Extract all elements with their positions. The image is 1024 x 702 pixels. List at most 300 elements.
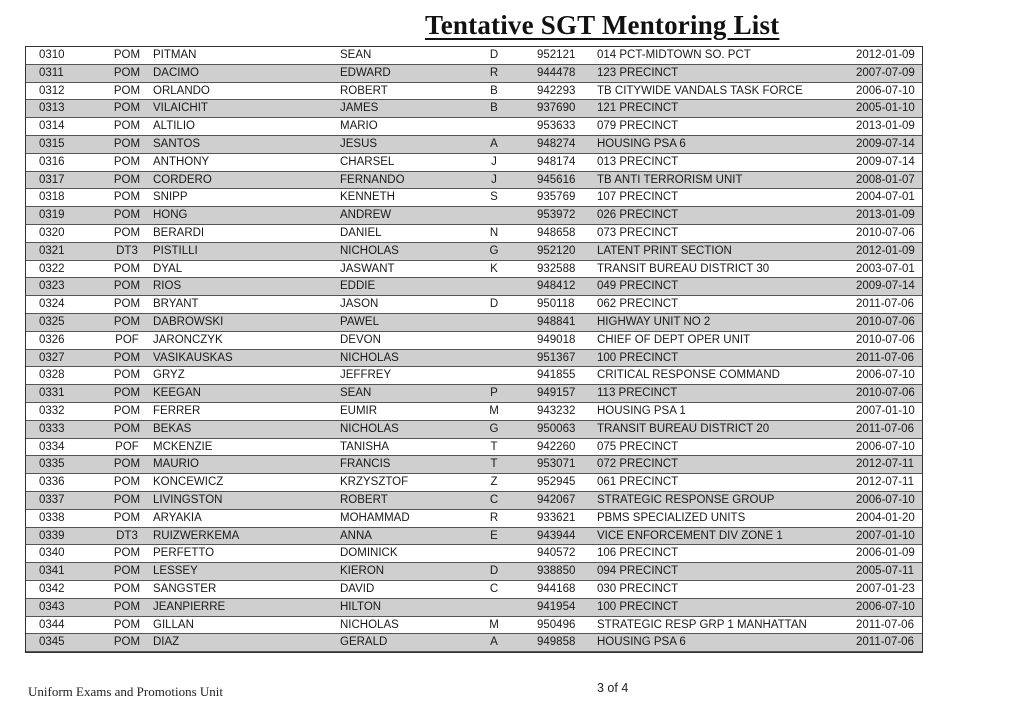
command-cell: CHIEF OF DEPT OPER UNIT	[597, 333, 751, 346]
row-number: 0344	[39, 618, 65, 631]
table-row	[26, 350, 922, 368]
tax-id-cell: 950118	[537, 298, 575, 311]
first-name-cell: JASON	[340, 298, 379, 311]
tax-id-cell: 943232	[537, 405, 576, 417]
first-name-cell: KRZYSZTOF	[340, 476, 409, 489]
first-name-cell: TANISHA	[340, 440, 389, 453]
table-row	[26, 545, 922, 563]
row-number: 0311	[39, 66, 64, 79]
tax-id-cell: 948658	[537, 227, 576, 239]
date-cell: 2006-07-10	[856, 369, 915, 382]
last-name-cell: DIAZ	[153, 636, 180, 649]
rank-cell: POF	[115, 333, 139, 346]
date-cell: 2006-07-10	[856, 440, 915, 453]
command-cell: 061 PRECINCT	[597, 476, 679, 489]
row-number: 0320	[39, 227, 65, 239]
middle-initial-cell: B	[490, 84, 498, 97]
last-name-cell: ARYAKIA	[153, 511, 202, 524]
row-number: 0323	[39, 280, 65, 293]
middle-initial-cell: C	[489, 583, 499, 595]
last-name-cell: FERRER	[153, 405, 201, 417]
table-row	[26, 136, 922, 154]
table-row	[26, 474, 922, 492]
rank-cell: POM	[113, 351, 141, 364]
table-row	[26, 47, 922, 65]
command-cell: TRANSIT BUREAU DISTRICT 20	[597, 422, 770, 435]
first-name-cell: EDWARD	[340, 66, 391, 79]
tax-id-cell: 950496	[537, 618, 576, 631]
command-cell: 121 PRECINCT	[597, 102, 679, 115]
last-name-cell: SANTOS	[153, 138, 201, 150]
rank-cell: POM	[113, 547, 141, 560]
first-name-cell: FRANCIS	[340, 458, 391, 471]
row-number: 0337	[39, 494, 65, 506]
date-cell: 2006-07-10	[856, 494, 915, 506]
command-cell: LATENT PRINT SECTION	[597, 244, 732, 257]
rank-cell: POM	[113, 298, 141, 311]
row-number: 0318	[39, 191, 65, 204]
first-name-cell: EDDIE	[340, 280, 376, 293]
first-name-cell: JASWANT	[340, 262, 395, 275]
last-name-cell: DABROWSKI	[153, 316, 224, 328]
last-name-cell: LIVINGSTON	[153, 494, 223, 506]
tax-id-cell: 949858	[537, 636, 576, 649]
command-cell: 106 PRECINCT	[597, 547, 679, 560]
last-name-cell: LESSEY	[153, 565, 198, 578]
table-row	[26, 314, 922, 332]
last-name-cell: GRYZ	[153, 369, 185, 382]
last-name-cell: HONG	[153, 209, 188, 222]
last-name-cell: ANTHONY	[153, 155, 210, 168]
rank-cell: POM	[113, 66, 141, 79]
command-cell: 062 PRECINCT	[597, 298, 679, 311]
row-number: 0313	[39, 102, 65, 115]
tax-id-cell: 953071	[537, 458, 576, 471]
tax-id-cell: 952120	[537, 244, 576, 257]
rank-cell: POM	[113, 405, 141, 417]
date-cell: 2011-07-06	[856, 351, 914, 364]
first-name-cell: SEAN	[340, 387, 372, 400]
middle-initial-cell: C	[489, 494, 499, 506]
tax-id-cell: 941855	[537, 369, 576, 382]
table-row	[26, 189, 922, 207]
table-row	[26, 65, 922, 83]
date-cell: 2009-07-14	[856, 155, 915, 168]
row-number: 0321	[39, 244, 65, 257]
first-name-cell: NICHOLAS	[340, 422, 399, 435]
first-name-cell: PAWEL	[340, 316, 379, 328]
row-number: 0327	[39, 351, 65, 364]
row-number: 0324	[39, 298, 65, 311]
footer-unit-name: Uniform Exams and Promotions Unit	[28, 684, 223, 699]
rank-cell: POM	[113, 280, 141, 293]
last-name-cell: PERFETTO	[153, 547, 215, 560]
date-cell: 2011-07-06	[856, 298, 914, 311]
tax-id-cell: 948412	[537, 280, 576, 293]
rank-cell: POM	[113, 476, 141, 489]
command-cell: 026 PRECINCT	[597, 209, 679, 222]
first-name-cell: GERALD	[340, 636, 388, 649]
last-name-cell: RIOS	[153, 280, 182, 293]
rank-cell: POM	[113, 173, 141, 186]
command-cell: HOUSING PSA 6	[597, 138, 686, 150]
table-row	[26, 154, 922, 172]
first-name-cell: JEFFREY	[340, 369, 392, 382]
row-number: 0319	[39, 209, 65, 222]
tax-id-cell: 940572	[537, 547, 576, 560]
row-number: 0328	[39, 369, 65, 382]
rank-cell: POM	[113, 494, 141, 506]
table-row	[26, 492, 922, 510]
row-number: 0336	[39, 476, 65, 489]
table-row	[26, 563, 922, 581]
row-number: 0322	[39, 262, 65, 275]
first-name-cell: CHARSEL	[340, 155, 395, 168]
tax-id-cell: 953633	[537, 120, 576, 133]
last-name-cell: RUIZWERKEMA	[153, 529, 240, 542]
row-number: 0343	[39, 600, 65, 613]
row-number: 0331	[39, 387, 65, 400]
last-name-cell: BERARDI	[153, 227, 205, 239]
last-name-cell: PISTILLI	[153, 244, 198, 257]
tax-id-cell: 950063	[537, 422, 576, 435]
last-name-cell: VILAICHIT	[153, 102, 208, 115]
last-name-cell: VASIKAUSKAS	[153, 351, 233, 364]
row-number: 0317	[39, 173, 65, 186]
middle-initial-cell: T	[490, 458, 498, 471]
row-number: 0334	[39, 440, 65, 453]
first-name-cell: DANIEL	[340, 227, 382, 239]
middle-initial-cell: B	[490, 102, 498, 115]
first-name-cell: KIERON	[340, 565, 385, 578]
page-title: Tentative SGT Mentoring List	[425, 10, 780, 40]
last-name-cell: ORLANDO	[153, 84, 210, 97]
command-cell: TB ANTI TERRORISM UNIT	[597, 173, 743, 186]
middle-initial-cell: D	[489, 49, 499, 61]
command-cell: VICE ENFORCEMENT DIV ZONE 1	[597, 529, 783, 542]
command-cell: PBMS SPECIALIZED UNITS	[597, 511, 746, 524]
row-number: 0333	[39, 422, 65, 435]
first-name-cell: MARIO	[340, 120, 378, 133]
tax-id-cell: 942260	[537, 440, 576, 453]
table-row	[26, 439, 922, 457]
date-cell: 2009-07-14	[856, 138, 915, 150]
date-cell: 2012-01-09	[856, 244, 915, 257]
date-cell: 2008-01-07	[856, 173, 915, 186]
command-cell: 100 PRECINCT	[597, 351, 679, 364]
date-cell: 2010-07-06	[856, 316, 915, 328]
first-name-cell: ANNA	[340, 529, 372, 542]
rank-cell: POM	[113, 120, 141, 133]
command-cell: STRATEGIC RESPONSE GROUP	[597, 494, 775, 506]
middle-initial-cell: M	[489, 618, 499, 631]
rank-cell: POM	[113, 565, 141, 578]
table-row	[26, 617, 922, 635]
command-cell: 123 PRECINCT	[597, 66, 679, 79]
date-cell: 2006-01-09	[856, 547, 915, 560]
date-cell: 2007-01-10	[856, 529, 915, 542]
date-cell: 2007-07-09	[856, 66, 915, 79]
first-name-cell: FERNANDO	[340, 173, 405, 186]
table-row	[26, 261, 922, 279]
command-cell: TB CITYWIDE VANDALS TASK FORCE	[597, 84, 803, 97]
date-cell: 2003-07-01	[856, 262, 915, 275]
tax-id-cell: 948274	[537, 138, 576, 150]
middle-initial-cell: A	[490, 636, 498, 649]
table-row	[26, 243, 922, 261]
first-name-cell: KENNETH	[340, 191, 395, 204]
command-cell: HOUSING PSA 6	[597, 636, 686, 649]
tax-id-cell: 945616	[537, 173, 576, 186]
middle-initial-cell: K	[490, 262, 498, 275]
rank-cell: POM	[113, 636, 141, 649]
row-number: 0339	[39, 529, 65, 542]
middle-initial-cell: D	[489, 298, 499, 311]
last-name-cell: JEANPIERRE	[153, 600, 226, 613]
command-cell: 030 PRECINCT	[597, 583, 679, 595]
first-name-cell: NICHOLAS	[340, 351, 399, 364]
last-name-cell: DYAL	[153, 262, 183, 275]
date-cell: 2007-01-23	[856, 583, 915, 595]
last-name-cell: BEKAS	[153, 422, 192, 435]
rank-cell: POM	[113, 155, 141, 168]
middle-initial-cell: J	[491, 173, 497, 186]
middle-initial-cell: A	[490, 138, 498, 150]
last-name-cell: SANGSTER	[153, 583, 217, 595]
date-cell: 2006-07-10	[856, 84, 915, 97]
first-name-cell: DOMINICK	[340, 547, 398, 560]
date-cell: 2007-01-10	[856, 405, 915, 417]
table-row	[26, 528, 922, 546]
command-cell: 079 PRECINCT	[597, 120, 679, 133]
date-cell: 2004-01-20	[856, 511, 915, 524]
command-cell: 049 PRECINCT	[597, 280, 679, 293]
last-name-cell: BRYANT	[153, 298, 199, 311]
mentoring-list-table	[25, 46, 923, 653]
first-name-cell: DAVID	[340, 583, 375, 595]
last-name-cell: MAURIO	[153, 458, 199, 471]
row-number: 0338	[39, 511, 65, 524]
date-cell: 2005-01-10	[856, 102, 915, 115]
table-row	[26, 456, 922, 474]
last-name-cell: GILLAN	[153, 618, 194, 631]
first-name-cell: ROBERT	[340, 494, 388, 506]
tax-id-cell: 942067	[537, 494, 576, 506]
middle-initial-cell: M	[489, 405, 499, 417]
last-name-cell: CORDERO	[153, 173, 212, 186]
first-name-cell: ROBERT	[340, 84, 388, 97]
last-name-cell: SNIPP	[153, 191, 188, 204]
tax-id-cell: 932588	[537, 262, 576, 275]
rank-cell: POM	[113, 262, 141, 275]
tax-id-cell: 948174	[537, 155, 576, 168]
middle-initial-cell: R	[489, 511, 499, 524]
rank-cell: POM	[113, 191, 141, 204]
date-cell: 2013-01-09	[856, 209, 915, 222]
tax-id-cell: 952121	[537, 49, 576, 61]
table-row	[26, 421, 922, 439]
row-number: 0341	[39, 565, 65, 578]
date-cell: 2012-07-11	[856, 458, 914, 471]
rank-cell: POM	[113, 583, 141, 595]
middle-initial-cell: T	[490, 440, 498, 453]
rank-cell: POM	[113, 84, 141, 97]
command-cell: HOUSING PSA 1	[597, 405, 686, 417]
rank-cell: POM	[113, 511, 141, 524]
tax-id-cell: 951367	[537, 351, 576, 364]
date-cell: 2004-07-01	[856, 191, 915, 204]
row-number: 0325	[39, 316, 65, 328]
row-number: 0332	[39, 405, 65, 417]
last-name-cell: KEEGAN	[153, 387, 201, 400]
middle-initial-cell: G	[489, 244, 499, 257]
row-number: 0345	[39, 636, 65, 649]
first-name-cell: NICHOLAS	[340, 618, 399, 631]
table-row	[26, 599, 922, 617]
middle-initial-cell: S	[490, 191, 498, 204]
rank-cell: POM	[113, 458, 141, 471]
command-cell: 013 PRECINCT	[597, 155, 679, 168]
table-row	[26, 100, 922, 118]
middle-initial-cell: R	[489, 66, 499, 79]
middle-initial-cell: P	[490, 387, 498, 400]
command-cell: 072 PRECINCT	[597, 458, 679, 471]
date-cell: 2010-07-06	[856, 333, 915, 346]
date-cell: 2012-01-09	[856, 49, 915, 61]
rank-cell: DT3	[116, 244, 138, 257]
last-name-cell: JARONCZYK	[153, 333, 223, 346]
date-cell: 2005-07-11	[856, 565, 914, 578]
command-cell: CRITICAL RESPONSE COMMAND	[597, 369, 780, 382]
middle-initial-cell: Z	[490, 476, 498, 489]
rank-cell: DT3	[116, 529, 138, 542]
row-number: 0312	[39, 84, 65, 97]
tax-id-cell: 937690	[537, 102, 576, 115]
table-row	[26, 296, 922, 314]
tax-id-cell: 949157	[537, 387, 576, 400]
first-name-cell: JAMES	[340, 102, 379, 115]
row-number: 0326	[39, 333, 65, 346]
table-row	[26, 332, 922, 350]
rank-cell: POM	[113, 102, 141, 115]
row-number: 0310	[39, 49, 65, 61]
rank-cell: POM	[113, 209, 141, 222]
rank-cell: POM	[113, 138, 141, 150]
row-number: 0335	[39, 458, 65, 471]
last-name-cell: ALTILIO	[153, 120, 195, 133]
first-name-cell: SEAN	[340, 49, 372, 61]
date-cell: 2011-07-06	[856, 618, 914, 631]
first-name-cell: MOHAMMAD	[340, 511, 410, 524]
tax-id-cell: 952945	[537, 476, 576, 489]
table-row	[26, 278, 922, 296]
table-row	[26, 403, 922, 421]
last-name-cell: MCKENZIE	[153, 440, 213, 453]
rank-cell: POM	[113, 422, 141, 435]
rank-cell: POM	[113, 618, 141, 631]
table-row	[26, 225, 922, 243]
middle-initial-cell: D	[489, 565, 499, 578]
first-name-cell: DEVON	[340, 333, 381, 346]
rank-cell: POM	[113, 227, 141, 239]
date-cell: 2011-07-06	[856, 422, 914, 435]
date-cell: 2012-07-11	[856, 476, 914, 489]
date-cell: 2011-07-06	[856, 636, 914, 649]
command-cell: STRATEGIC RESP GRP 1 MANHATTAN	[597, 618, 807, 631]
row-number: 0314	[39, 120, 65, 133]
tax-id-cell: 948841	[537, 316, 576, 328]
footer-page-number: 3 of 4	[597, 681, 629, 695]
table-row	[26, 118, 922, 136]
rank-cell: POM	[113, 600, 141, 613]
table-row	[26, 172, 922, 190]
command-cell: 075 PRECINCT	[597, 440, 679, 453]
tax-id-cell: 949018	[537, 333, 576, 346]
table-row	[26, 207, 922, 225]
date-cell: 2013-01-09	[856, 120, 915, 133]
first-name-cell: HILTON	[340, 600, 382, 613]
rank-cell: POM	[113, 369, 141, 382]
table-row	[26, 510, 922, 528]
tax-id-cell: 953972	[537, 209, 576, 222]
first-name-cell: EUMIR	[340, 405, 378, 417]
rank-cell: POM	[113, 49, 141, 61]
table-row	[26, 634, 922, 652]
table-row	[26, 83, 922, 101]
date-cell: 2010-07-06	[856, 227, 915, 239]
tax-id-cell: 944478	[537, 66, 576, 79]
row-number: 0342	[39, 583, 65, 595]
command-cell: HIGHWAY UNIT NO 2	[597, 316, 711, 328]
tax-id-cell: 944168	[537, 583, 576, 595]
date-cell: 2010-07-06	[856, 387, 915, 400]
command-cell: 094 PRECINCT	[597, 565, 679, 578]
command-cell: TRANSIT BUREAU DISTRICT 30	[597, 262, 770, 275]
first-name-cell: JESUS	[340, 138, 378, 150]
row-number: 0315	[39, 138, 65, 150]
command-cell: 073 PRECINCT	[597, 227, 679, 239]
last-name-cell: PITMAN	[153, 49, 197, 61]
command-cell: 100 PRECINCT	[597, 600, 679, 613]
tax-id-cell: 943944	[537, 529, 576, 542]
rank-cell: POM	[113, 387, 141, 400]
table-row	[26, 385, 922, 403]
middle-initial-cell: J	[491, 155, 497, 168]
table-row	[26, 367, 922, 385]
tax-id-cell: 933621	[537, 511, 576, 524]
middle-initial-cell: G	[489, 422, 499, 435]
first-name-cell: NICHOLAS	[340, 244, 399, 257]
tax-id-cell: 938850	[537, 565, 576, 578]
command-cell: 107 PRECINCT	[597, 191, 679, 204]
last-name-cell: KONCEWICZ	[153, 476, 224, 489]
row-number: 0340	[39, 547, 65, 560]
date-cell: 2006-07-10	[856, 600, 915, 613]
first-name-cell: ANDREW	[340, 209, 392, 222]
tax-id-cell: 935769	[537, 191, 576, 204]
tax-id-cell: 941954	[537, 600, 576, 613]
rank-cell: POF	[115, 440, 139, 453]
rank-cell: POM	[113, 316, 141, 328]
middle-initial-cell: N	[489, 227, 499, 239]
middle-initial-cell: E	[490, 529, 498, 542]
command-cell: 113 PRECINCT	[597, 387, 678, 400]
row-number: 0316	[39, 155, 65, 168]
tax-id-cell: 942293	[537, 84, 576, 97]
command-cell: 014 PCT-MIDTOWN SO. PCT	[597, 49, 751, 61]
table-row	[26, 581, 922, 599]
date-cell: 2009-07-14	[856, 280, 915, 293]
